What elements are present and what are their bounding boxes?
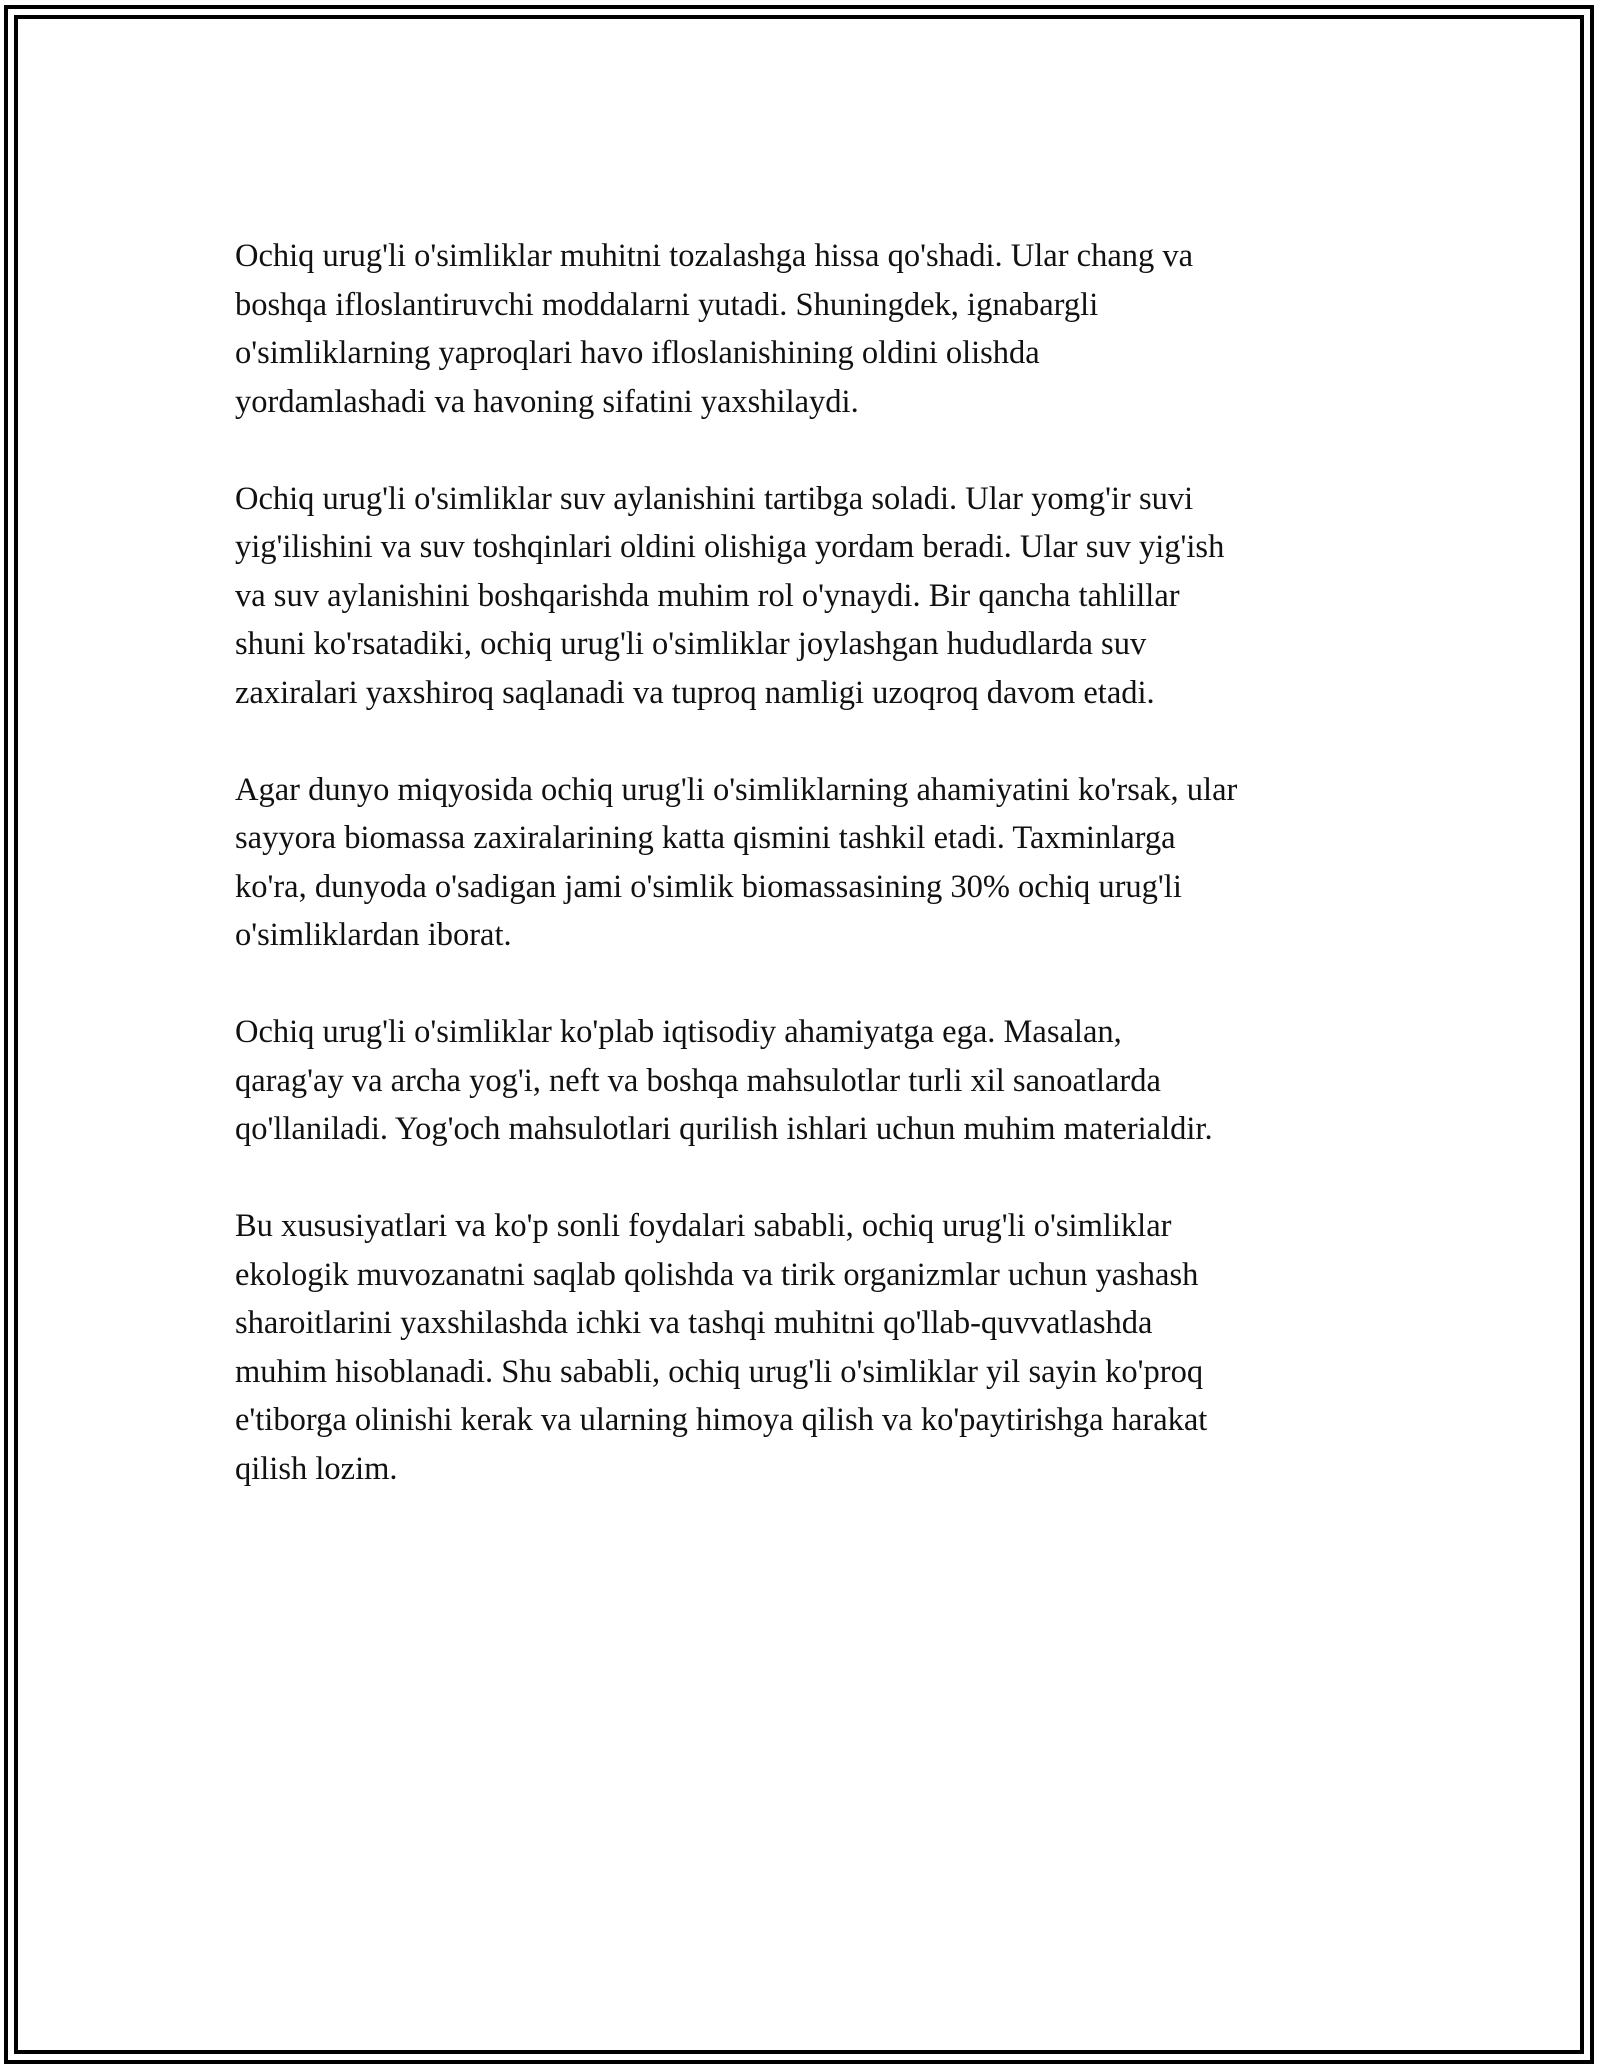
paragraph-3: Agar dunyo miqyosida ochiq urug'li o'simliklarning ahamiyatini ko'rsak, ular sayyora biomassa zaxiralarining katta qismini tashkil etadi. Taxminlarga ko'ra, dunyoda o'sadigan jami o'simlik biomassasining 30% ochiq urug'li o'simliklardan iborat. bbox=[235, 771, 1238, 953]
paragraph-5: Bu xususiyatlari va ko'p sonli foydalari sababli, ochiq urug'li o'simliklar ekologik muvozanatni saqlab qolishda va tirik organizmlar uchun yashash sharoitlarini yaxshilashda ichki va tashqi muhitni qo'llab-quvvatlashda muhim hisoblanadi. Shu sababli, ochiq urug'li o'simliklar yil sayin ko'proq e'tiborga olinishi kerak va ularning himoya qilish va ko'paytirishga harakat qilish lozim. bbox=[235, 1208, 1208, 1487]
document-body bbox=[235, 232, 1390, 1542]
paragraph-1: Ochiq urug'li o'simliklar muhitni tozalashga hissa qo'shadi. Ular chang va boshqa ifloslantiruvchi moddalarni yutadi. Shuningdek, ignabargli o'simliklarning yaproqlari havo ifloslanishining oldini olishda yordamlashadi va havoning sifatini yaxshilaydi. bbox=[235, 238, 1194, 420]
paragraph-2: Ochiq urug'li o'simliklar suv aylanishini tartibga soladi. Ular yomg'ir suvi yig'ilishini va suv toshqinlari oldini olishiga yordam beradi. Ular suv yig'ish va suv aylanishini boshqarishda muhim rol o'ynaydi. Bir qancha tahlillar shuni ko'rsatadiki, ochiq urug'li o'simliklar joylashgan hududlarda suv zaxiralari yaxshiroq saqlanadi va tuproq namligi uzoqroq davom etadi. bbox=[235, 480, 1225, 711]
paragraph-4: Ochiq urug'li o'simliklar ko'plab iqtisodiy ahamiyatga ega. Masalan, qarag'ay va archa yog'i, neft va boshqa mahsulotlar turli xil sanoatlarda qo'llaniladi. Yog'och mahsulotlari qurilish ishlari uchun muhim materialdir. bbox=[235, 1014, 1213, 1147]
